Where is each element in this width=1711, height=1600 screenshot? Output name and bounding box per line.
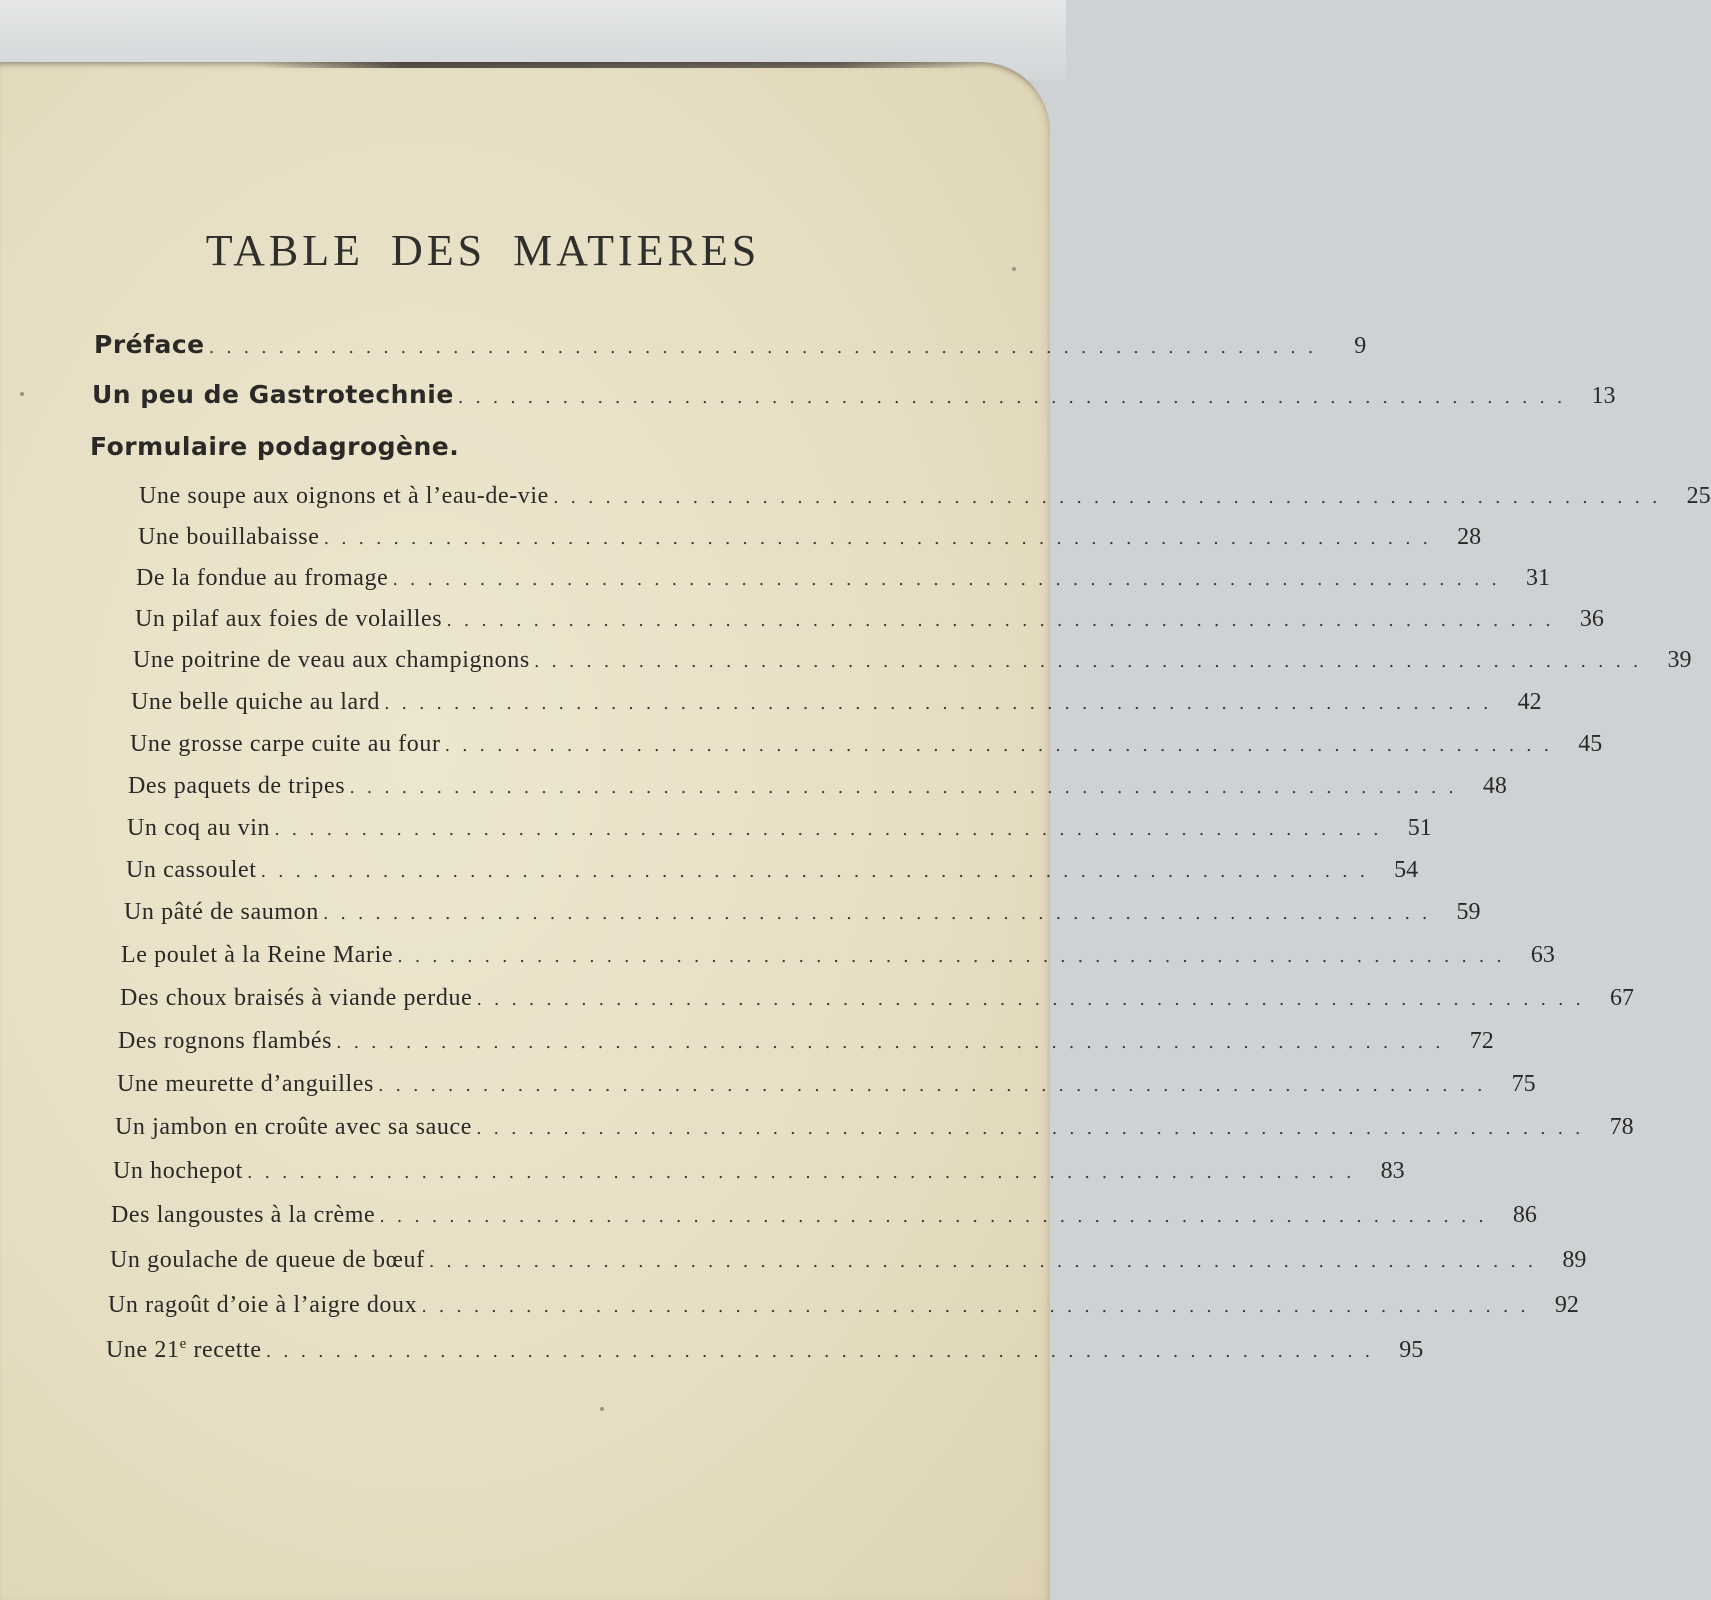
toc-entry-label: Un coq au vin — [127, 815, 271, 841]
toc-section-formulaire — [90, 432, 866, 461]
toc-entry — [135, 606, 1604, 633]
toc-entry — [131, 689, 1542, 716]
toc-entry — [108, 1292, 1579, 1319]
dot-leader: . . . . . . . . . . . . . . . . . . . . . . . . . . . . . . . . . . . . . . . . . . . . . . . . . . . . . . . . . . . . . . . . — [246, 1162, 1355, 1183]
toc-page-number: 28 — [1457, 524, 1482, 550]
toc-page-number: 86 — [1512, 1202, 1537, 1228]
toc-page-number: 39 — [1667, 647, 1692, 673]
toc-entry — [115, 1114, 1634, 1141]
toc-entry-last — [106, 1336, 1424, 1364]
dot-leader: . . . . . . . . . . . . . . . . . . . . . . . . . . . . . . . . . . . . . . . . . . . . . . . . . . . . . . . . . . . . . . . . — [533, 651, 1642, 672]
toc-entry-label: Des langoustes à la crème — [111, 1202, 376, 1228]
dot-leader: . . . . . . . . . . . . . . . . . . . . . . . . . . . . . . . . . . . . . . . . . . . . . . . . . . . . . . . . . . . . . . . . — [392, 569, 1501, 590]
toc-section-gastrotechnie — [92, 380, 1616, 410]
toc-section-label: Formulaire podagrogène. — [90, 432, 460, 461]
toc-page-number: 72 — [1469, 1028, 1494, 1054]
dot-leader: . . . . . . . . . . . . . . . . . . . . . . . . . . . . . . . . . . . . . . . . . . . . . . . . . . . . . . . . . . . . . . . . — [457, 387, 1566, 408]
toc-entry — [128, 773, 1507, 800]
toc-entry-label: Des choux braisés à viande perdue — [120, 985, 473, 1011]
toc-entry — [127, 815, 1432, 842]
toc-page-number: 31 — [1526, 565, 1551, 591]
dot-leader: . . . . . . . . . . . . . . . . . . . . . . . . . . . . . . . . . . . . . . . . . . . . . . . . . . . . . . . . . . . . . . . . — [444, 735, 1553, 756]
toc-entry — [130, 731, 1603, 758]
toc-entry — [111, 1202, 1537, 1229]
dot-leader: . . . . . . . . . . . . . . . . . . . . . . . . . . . . . . . . . . . . . . . . . . . . . . . . . . . . . . . . . . . . . . . . — [397, 946, 1505, 967]
dot-leader: . . . . . . . . . . . . . . . . . . . . . . . . . . . . . . . . . . . . . . . . . . . . . . . . . . . . . . . . . . . . . . . . — [552, 487, 1661, 508]
toc-entry-label: Un goulache de queue de bœuf — [110, 1247, 425, 1273]
toc-entry — [124, 899, 1481, 926]
dot-leader: . . . . . . . . . . . . . . . . . . . . . . . . . . . . . . . . . . . . . . . . . . . . . . . . . . . . . . . . . . . . . . . . — [208, 337, 1317, 358]
toc-entry — [118, 1028, 1494, 1055]
dot-leader: . . . . . . . . . . . . . . . . . . . . . . . . . . . . . . . . . . . . . . . . . . . . . . . . . . . . . . . . . . . . . . . . — [379, 1206, 1487, 1227]
dot-leader: . . . . . . . . . . . . . . . . . . . . . . . . . . . . . . . . . . . . . . . . . . . . . . . . . . . . . . . . . . . . . . . . — [475, 1118, 1584, 1139]
toc-page-number: 36 — [1579, 606, 1604, 632]
dot-leader: . . . . . . . . . . . . . . . . . . . . . . . . . . . . . . . . . . . . . . . . . . . . . . . . . . . . . . . . . . . . . . . . — [421, 1296, 1529, 1317]
toc-entry-label: Une grosse carpe cuite au four — [130, 731, 441, 757]
toc-entry — [120, 985, 1634, 1012]
toc-entry — [113, 1158, 1405, 1185]
toc-entry-label: Le poulet à la Reine Marie — [121, 942, 394, 968]
dot-leader: . . . . . . . . . . . . . . . . . . . . . . . . . . . . . . . . . . . . . . . . . . . . . . . . . . . . . . . . . . . . . . . . — [349, 777, 1457, 798]
ordinal-superscript: e — [179, 1336, 187, 1352]
toc-page-number: 45 — [1578, 731, 1603, 757]
toc-entry-label: Des rognons flambés — [118, 1028, 333, 1054]
toc-entry-label: Un pâté de saumon — [124, 899, 319, 925]
toc-page-number: 92 — [1554, 1292, 1579, 1318]
toc-entry-label: Des paquets de tripes — [128, 773, 346, 799]
toc-page-number: 48 — [1482, 773, 1507, 799]
toc-page-number: 75 — [1511, 1071, 1536, 1097]
toc-entry-label: Un pilaf aux foies de volailles — [135, 606, 443, 632]
toc-page-number: 89 — [1562, 1247, 1587, 1273]
toc-page-number: 9 — [1354, 333, 1367, 359]
toc-entry — [117, 1071, 1536, 1098]
toc-entry-label: Un cassoulet — [126, 857, 257, 883]
dot-leader: . . . . . . . . . . . . . . . . . . . . . . . . . . . . . . . . . . . . . . . . . . . . . . . . . . . . . . . . . . . . . . . . — [377, 1075, 1486, 1096]
dot-leader: . . . . . . . . . . . . . . . . . . . . . . . . . . . . . . . . . . . . . . . . . . . . . . . . . . . . . . . . . . . . . . . . — [274, 819, 1382, 840]
dot-leader: . . . . . . . . . . . . . . . . . . . . . . . . . . . . . . . . . . . . . . . . . . . . . . . . . . . . . . . . . . . . . . . . — [336, 1032, 1444, 1053]
toc-page-number: 13 — [1591, 383, 1616, 409]
page-title: TABLE DES MATIERES — [205, 226, 761, 275]
toc-page-number: 63 — [1530, 942, 1555, 968]
toc-page-number: 51 — [1407, 815, 1432, 841]
toc-page-number: 67 — [1610, 985, 1634, 1011]
toc-page-number: 25 — [1686, 483, 1711, 509]
toc-entry — [139, 483, 1711, 510]
toc-entry-label: Un jambon en croûte avec sa sauce — [115, 1114, 472, 1140]
dot-leader: . . . . . . . . . . . . . . . . . . . . . . . . . . . . . . . . . . . . . . . . . . . . . . . . . . . . . . . . . . . . . . . . — [323, 528, 1432, 549]
toc-section-preface — [94, 330, 1367, 360]
paper-speck — [600, 1407, 604, 1411]
toc-entry — [121, 942, 1555, 969]
toc-page-number: 54 — [1394, 857, 1419, 883]
dot-leader: . . . . . . . . . . . . . . . . . . . . . . . . . . . . . . . . . . . . . . . . . . . . . . . . . . . . . . . . . . . . . . . . — [476, 989, 1584, 1010]
toc-entry-label — [106, 1337, 262, 1364]
dot-leader: . . . . . . . . . . . . . . . . . . . . . . . . . . . . . . . . . . . . . . . . . . . . . . . . . . . . . . . . . . . . . . . . — [383, 693, 1492, 714]
toc-page-number: 83 — [1380, 1158, 1405, 1184]
toc-entry — [133, 647, 1692, 674]
toc-entry — [126, 857, 1419, 884]
toc-section-label: Préface — [94, 330, 205, 359]
toc-entry — [136, 565, 1551, 592]
toc-entry-label: Une soupe aux oignons et à l’eau-de-vie — [139, 483, 549, 509]
paper-speck — [1012, 267, 1016, 271]
toc-entry — [138, 524, 1482, 551]
toc-page-number: 42 — [1517, 689, 1542, 715]
paper-speck — [20, 392, 24, 396]
toc-entry-label: Une belle quiche au lard — [131, 689, 380, 715]
toc-page-number: 95 — [1399, 1337, 1424, 1363]
dot-leader: . . . . . . . . . . . . . . . . . . . . . . . . . . . . . . . . . . . . . . . . . . . . . . . . . . . . . . . . . . . . . . . . — [428, 1251, 1537, 1272]
toc-entry-label-prefix: Une 21 — [106, 1337, 180, 1363]
toc-page-number: 59 — [1456, 899, 1481, 925]
toc-entry-label-suffix: recette — [186, 1337, 262, 1363]
toc-page-number: 78 — [1609, 1114, 1634, 1140]
toc-entry-label: Une meurette d’anguilles — [117, 1071, 374, 1097]
dot-leader: . . . . . . . . . . . . . . . . . . . . . . . . . . . . . . . . . . . . . . . . . . . . . . . . . . . . . . . . . . . . . . . . — [265, 1341, 1374, 1362]
dot-leader: . . . . . . . . . . . . . . . . . . . . . . . . . . . . . . . . . . . . . . . . . . . . . . . . . . . . . . . . . . . . . . . . — [260, 861, 1369, 882]
toc-entry — [110, 1247, 1587, 1274]
toc-entry-label: De la fondue au fromage — [136, 565, 389, 591]
toc-entry-label: Un ragoût d’oie à l’aigre doux — [108, 1292, 418, 1318]
toc-entry-label: Une bouillabaisse — [138, 524, 320, 550]
dot-leader: . . . . . . . . . . . . . . . . . . . . . . . . . . . . . . . . . . . . . . . . . . . . . . . . . . . . . . . . . . . . . . . . — [322, 903, 1431, 924]
dot-leader: . . . . . . . . . . . . . . . . . . . . . . . . . . . . . . . . . . . . . . . . . . . . . . . . . . . . . . . . . . . . . . . . — [446, 610, 1554, 631]
toc-entry-label: Une poitrine de veau aux champignons — [133, 647, 530, 673]
toc-entry-label: Un hochepot — [113, 1158, 243, 1184]
toc-section-label: Un peu de Gastrotechnie — [92, 380, 454, 409]
